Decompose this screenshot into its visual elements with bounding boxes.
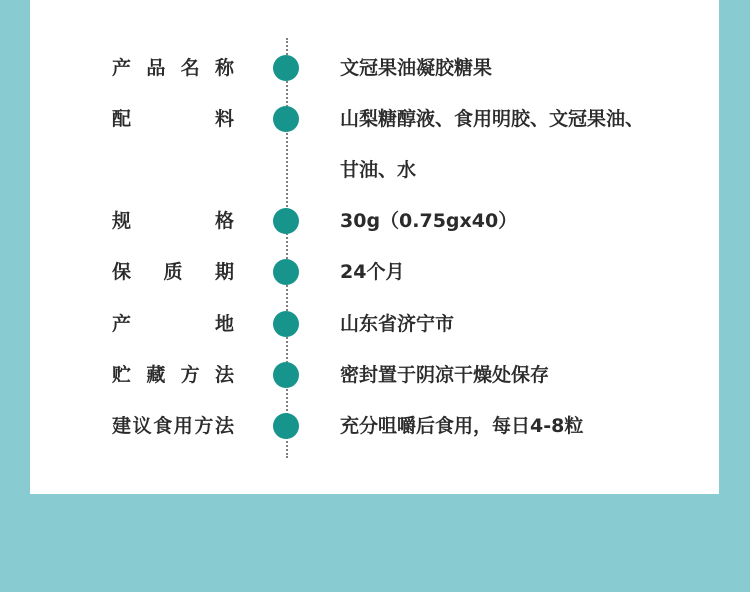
timeline-dot: [273, 55, 299, 81]
spec-label: 配 料: [112, 108, 234, 130]
spec-row-shelf-life: [30, 258, 719, 310]
spec-value: 文冠果油凝胶糖果: [340, 57, 493, 79]
spec-row-ingredients: [30, 105, 719, 181]
spec-label: 贮 藏 方 法: [112, 364, 234, 386]
spec-value: 密封置于阴凉干燥处保存: [340, 364, 550, 386]
spec-row-specification: [30, 207, 719, 259]
spec-row-storage: [30, 361, 719, 413]
spec-label: 保 质 期: [112, 261, 234, 283]
timeline-dot: [273, 311, 299, 337]
timeline-dot: [273, 413, 299, 439]
spec-row-origin: [30, 310, 719, 362]
product-info-card: [30, 0, 719, 494]
spec-label: 规 格: [112, 210, 234, 232]
spec-label: 建 议 食 用 方 法: [112, 415, 234, 437]
timeline-dot: [273, 259, 299, 285]
spec-value: 山梨糖醇液、食用明胶、文冠果油、 甘油、水: [340, 108, 645, 181]
spec-row-usage: [30, 412, 719, 464]
timeline-dot: [273, 208, 299, 234]
timeline-dot: [273, 362, 299, 388]
spec-label: 产 品 名 称: [112, 57, 234, 79]
spec-value: 30g（0.75gx40）: [340, 210, 518, 232]
spec-value: 充分咀嚼后食用，每日4-8粒: [340, 415, 584, 437]
spec-value: 山东省济宁市: [340, 313, 455, 335]
timeline-dot: [273, 106, 299, 132]
spec-label: 产 地: [112, 313, 234, 335]
spec-row-name: [30, 54, 719, 106]
spec-value: 24个月: [340, 261, 405, 283]
